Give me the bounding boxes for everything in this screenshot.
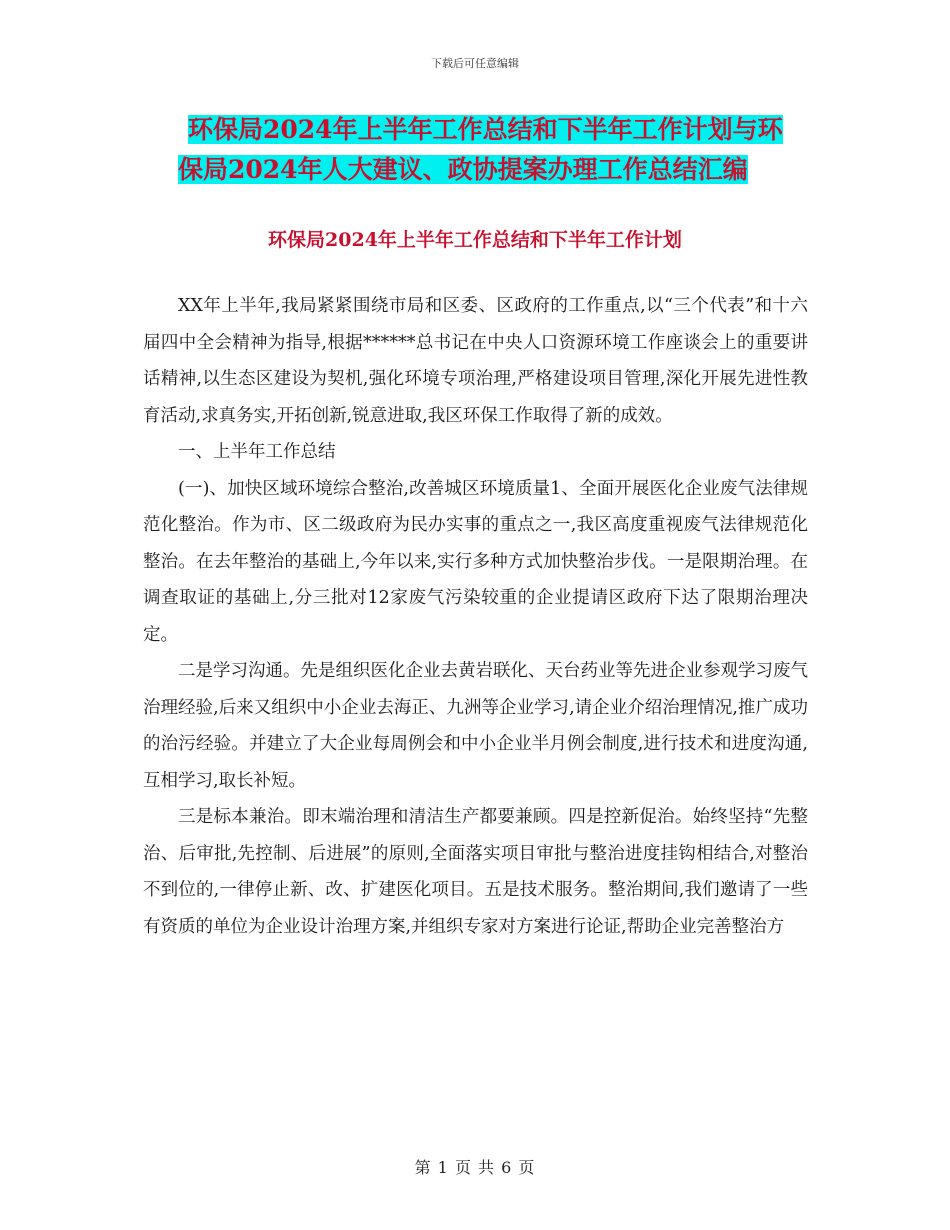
- page-number: 第 1 页 共 6 页: [414, 1158, 536, 1177]
- paragraph: 二是学习沟通。先是组织医化企业去黄岩联化、天台药业等先进企业参观学习废气治理经验,后来又组织中小企业去海正、九洲等企业学习,请企业介绍治理情况,推广成功的治污经验。并建立了大企业每周例会和中小企业半月例会制度,进行技术和进度沟通,互相学习,取长补短。: [143, 661, 808, 791]
- title-line-1: 环保局2024年上半年工作总结和下半年工作计划与环: [188, 115, 783, 144]
- paragraph: 三是标本兼治。即末端治理和清洁生产都要兼顾。四是控新促治。始终坚持“先整治、后审批,先控制、后进展”的原则,全面落实项目审批与整治进度挂钩相结合,对整治不到位的,一律停止新、改、扩建医化项目。五是技术服务。整治期间,我们邀请了一些有资质的单位为企业设计治理方案,并组织专家对方案进行论证,帮助企业完善整治方: [143, 807, 808, 937]
- title-line-2: 保局2024年人大建议、政协提案办理工作总结汇编: [178, 155, 748, 184]
- section-title: 环保局2024年上半年工作总结和下半年工作计划: [268, 229, 682, 251]
- document-body: [143, 288, 808, 945]
- paragraph: (一)、加快区域环境综合整治,改善城区环境质量1、全面开展医化企业废气法律规范化整治。作为市、区二级政府为民办实事的重点之一,我区高度重视废气法律规范化整治。在去年整治的基础上,今年以来,实行多种方式加快整治步伐。一是限期治理。在调查取证的基础上,分三批对12家废气污染较重的企业提请区政府下达了限期治理决定。: [143, 478, 808, 645]
- document-title: [178, 110, 818, 190]
- paragraph: XX年上半年,我局紧紧围绕市局和区委、区政府的工作重点,以“三个代表”和十六届四中全会精神为指导,根据******总书记在中央人口资源环境工作座谈会上的重要讲话精神,以生态区建设为契机,强化环境专项治理,严格建设项目管理,深化开展先进性教育活动,求真务实,开拓创新,锐意进取,我区环保工作取得了新的成效。: [143, 296, 808, 426]
- paragraph: 一、上半年工作总结: [178, 442, 336, 462]
- header-note: 下载后可任意编辑: [431, 57, 519, 70]
